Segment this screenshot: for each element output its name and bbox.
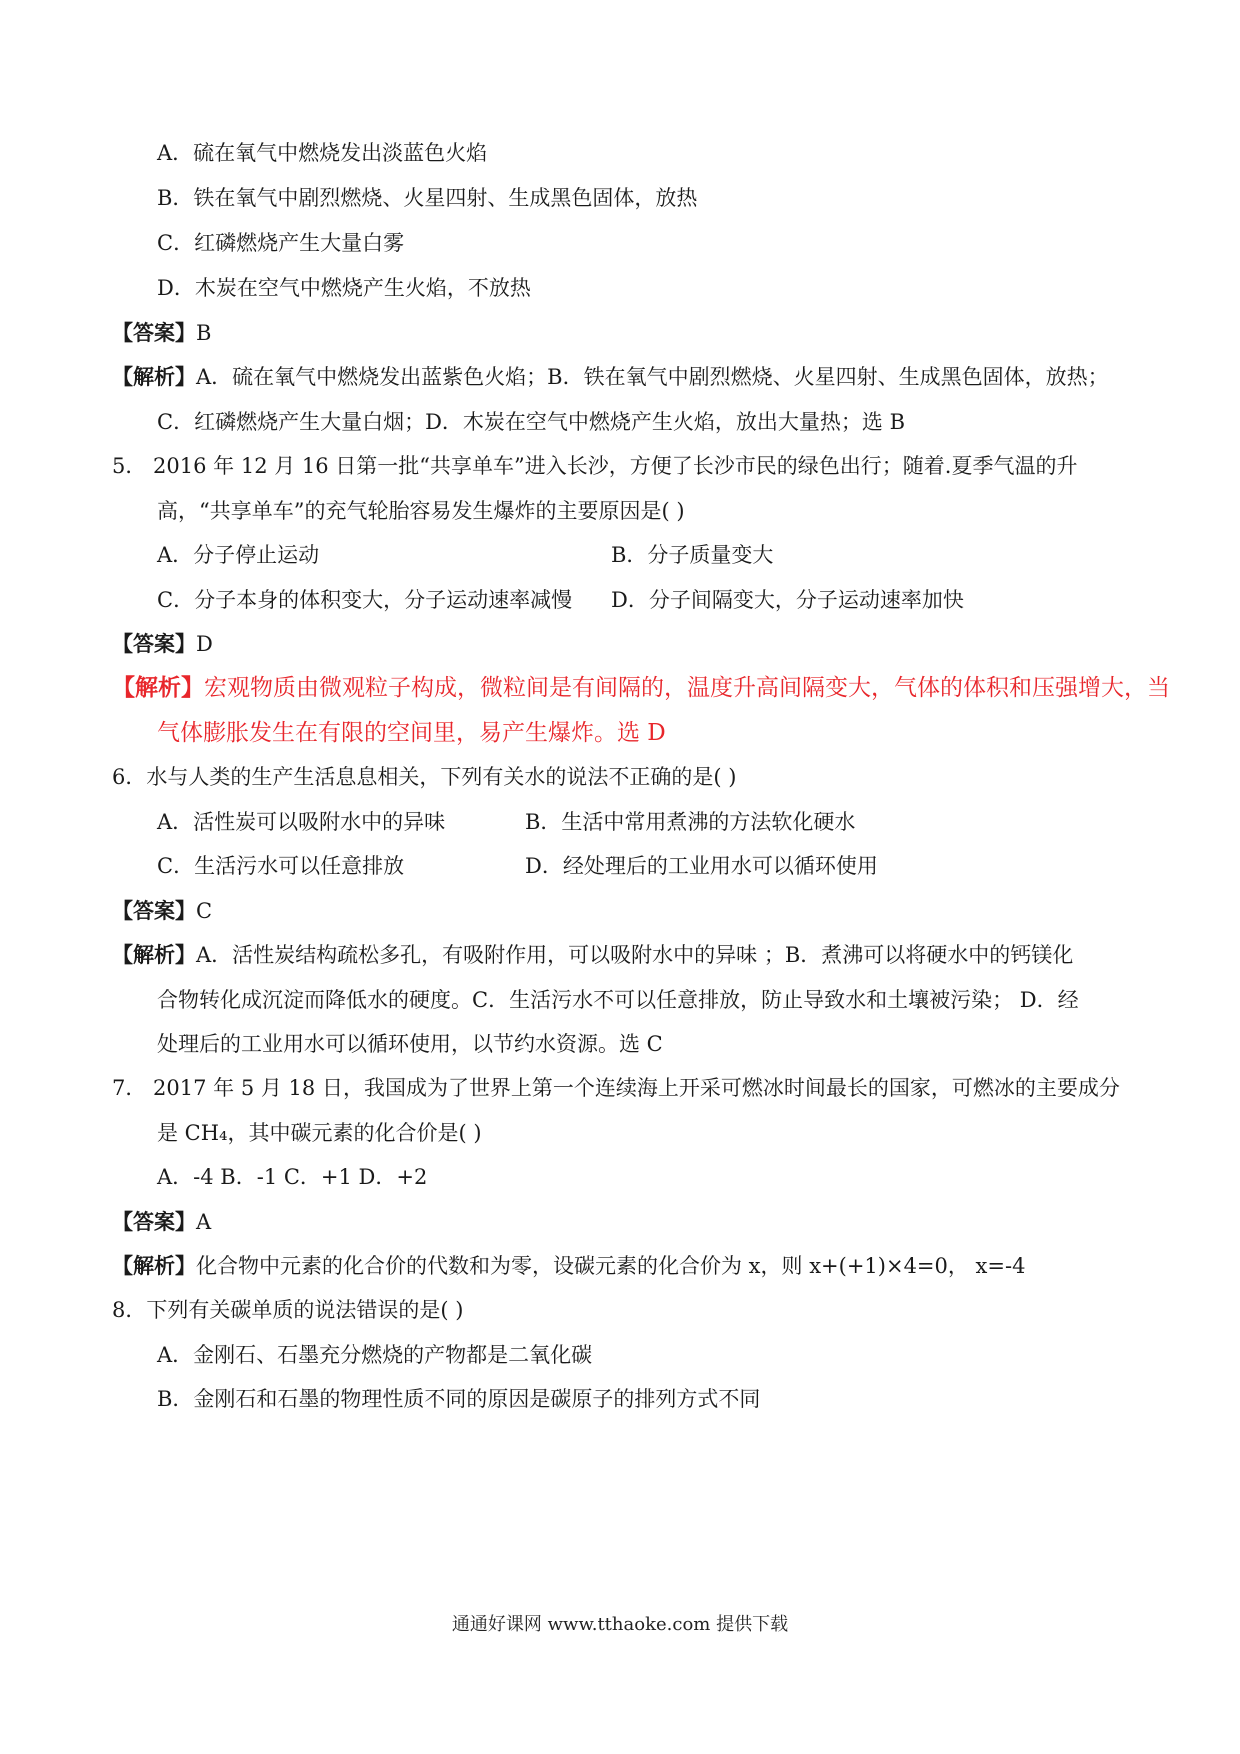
q5-answer	[112, 629, 213, 659]
q4-analysis	[112, 362, 1109, 392]
answer-value: D	[196, 632, 213, 656]
q7-stem-line1: 7． 2017 年 5 月 18 日，我国成为了世界上第一个连续海上开采可燃冰时间最长的国家，可燃冰的主要成分	[112, 1076, 1120, 1100]
analysis-text: A．活性炭结构疏松多孔，有吸附作用，可以吸附水中的异味 ；B．煮沸可以将硬水中的钙镁化	[196, 943, 1074, 967]
q6-option-b: B．生活中常用煮沸的方法软化硬水	[525, 810, 856, 834]
q5-option-b: B．分子质量变大	[611, 543, 774, 567]
q6-analysis-line3: 处理后的工业用水可以循环使用，以节约水资源。选 C	[157, 1032, 663, 1056]
q7-options: A．-4 B．-1 C．+1 D．+2	[157, 1165, 428, 1189]
q7-answer	[112, 1207, 211, 1237]
q5-option-c: C．分子本身的体积变大，分子运动速率减慢	[157, 588, 573, 612]
answer-label: 【答案】	[112, 898, 196, 923]
q4-analysis-line2: C．红磷燃烧产生大量白烟；D．木炭在空气中燃烧产生火焰，放出大量热；选 B	[157, 410, 906, 434]
answer-value: B	[196, 321, 212, 345]
q8-option-b: B．金刚石和石墨的物理性质不同的原因是碳原子的排列方式不同	[157, 1387, 761, 1411]
q4-answer	[112, 318, 211, 348]
q8-stem: 8．下列有关碳单质的说法错误的是( )	[112, 1298, 464, 1322]
q6-option-c: C．生活污水可以任意排放	[157, 854, 405, 878]
q6-analysis-line2: 合物转化成沉淀而降低水的硬度。C．生活污水不可以任意排放，防止导致水和土壤被污染； D．经	[157, 988, 1079, 1012]
q8-option-a: A．金刚石、石墨充分燃烧的产物都是二氧化碳	[157, 1343, 593, 1367]
q6-stem: 6．水与人类的生产生活息息相关，下列有关水的说法不正确的是( )	[112, 765, 737, 789]
q4-option-d: D．木炭在空气中燃烧产生火焰，不放热	[157, 276, 531, 300]
page-footer: 通通好课网 www.tthaoke.com 提供下载	[451, 1614, 789, 1635]
analysis-text: 化合物中元素的化合价的代数和为零，设碳元素的化合价为 x，则 x+(+1)×4=0， x=-4	[196, 1254, 1026, 1278]
q4-option-a: A．硫在氧气中燃烧发出淡蓝色火焰	[157, 141, 488, 165]
analysis-text: A．硫在氧气中燃烧发出蓝紫色火焰；B．铁在氧气中剧烈燃烧、火星四射、生成黑色固体，放热；	[196, 365, 1109, 389]
q5-stem-line1: 5． 2016 年 12 月 16 日第一批“共享单车”进入长沙，方便了长沙市民的绿色出行；随着.夏季气温的升	[112, 454, 1078, 478]
q5-analysis	[112, 673, 1170, 703]
q5-option-a: A．分子停止运动	[157, 543, 320, 567]
analysis-text: 宏观物质由微观粒子构成，微粒间是有间隔的，温度升高间隔变大，气体的体积和压强增大，当	[204, 675, 1170, 701]
q4-option-b: B．铁在氧气中剧烈燃烧、火星四射、生成黑色固体，放热	[157, 186, 698, 210]
q5-stem-line2: 高，“共享单车”的充气轮胎容易发生爆炸的主要原因是( )	[157, 499, 685, 523]
answer-value: A	[196, 1210, 212, 1234]
q6-option-a: A．活性炭可以吸附水中的异味	[157, 810, 446, 834]
q7-stem-line2: 是 CH₄，其中碳元素的化合价是( )	[157, 1121, 482, 1145]
analysis-label: 【解析】	[112, 942, 196, 967]
answer-value: C	[196, 899, 213, 923]
analysis-label: 【解析】	[112, 364, 196, 389]
q5-analysis-line2: 气体膨胀发生在有限的空间里，易产生爆炸。选 D	[157, 720, 666, 746]
q6-answer	[112, 896, 212, 926]
q6-analysis	[112, 940, 1073, 970]
q4-option-c: C．红磷燃烧产生大量白雾	[157, 231, 405, 255]
answer-label: 【答案】	[112, 631, 196, 656]
analysis-label: 【解析】	[112, 674, 204, 701]
q6-option-d: D．经处理后的工业用水可以循环使用	[525, 854, 878, 878]
answer-label: 【答案】	[112, 320, 196, 345]
q7-analysis	[112, 1251, 1025, 1281]
q5-option-d: D．分子间隔变大，分子运动速率加快	[611, 588, 964, 612]
answer-label: 【答案】	[112, 1209, 196, 1234]
analysis-label: 【解析】	[112, 1253, 196, 1278]
